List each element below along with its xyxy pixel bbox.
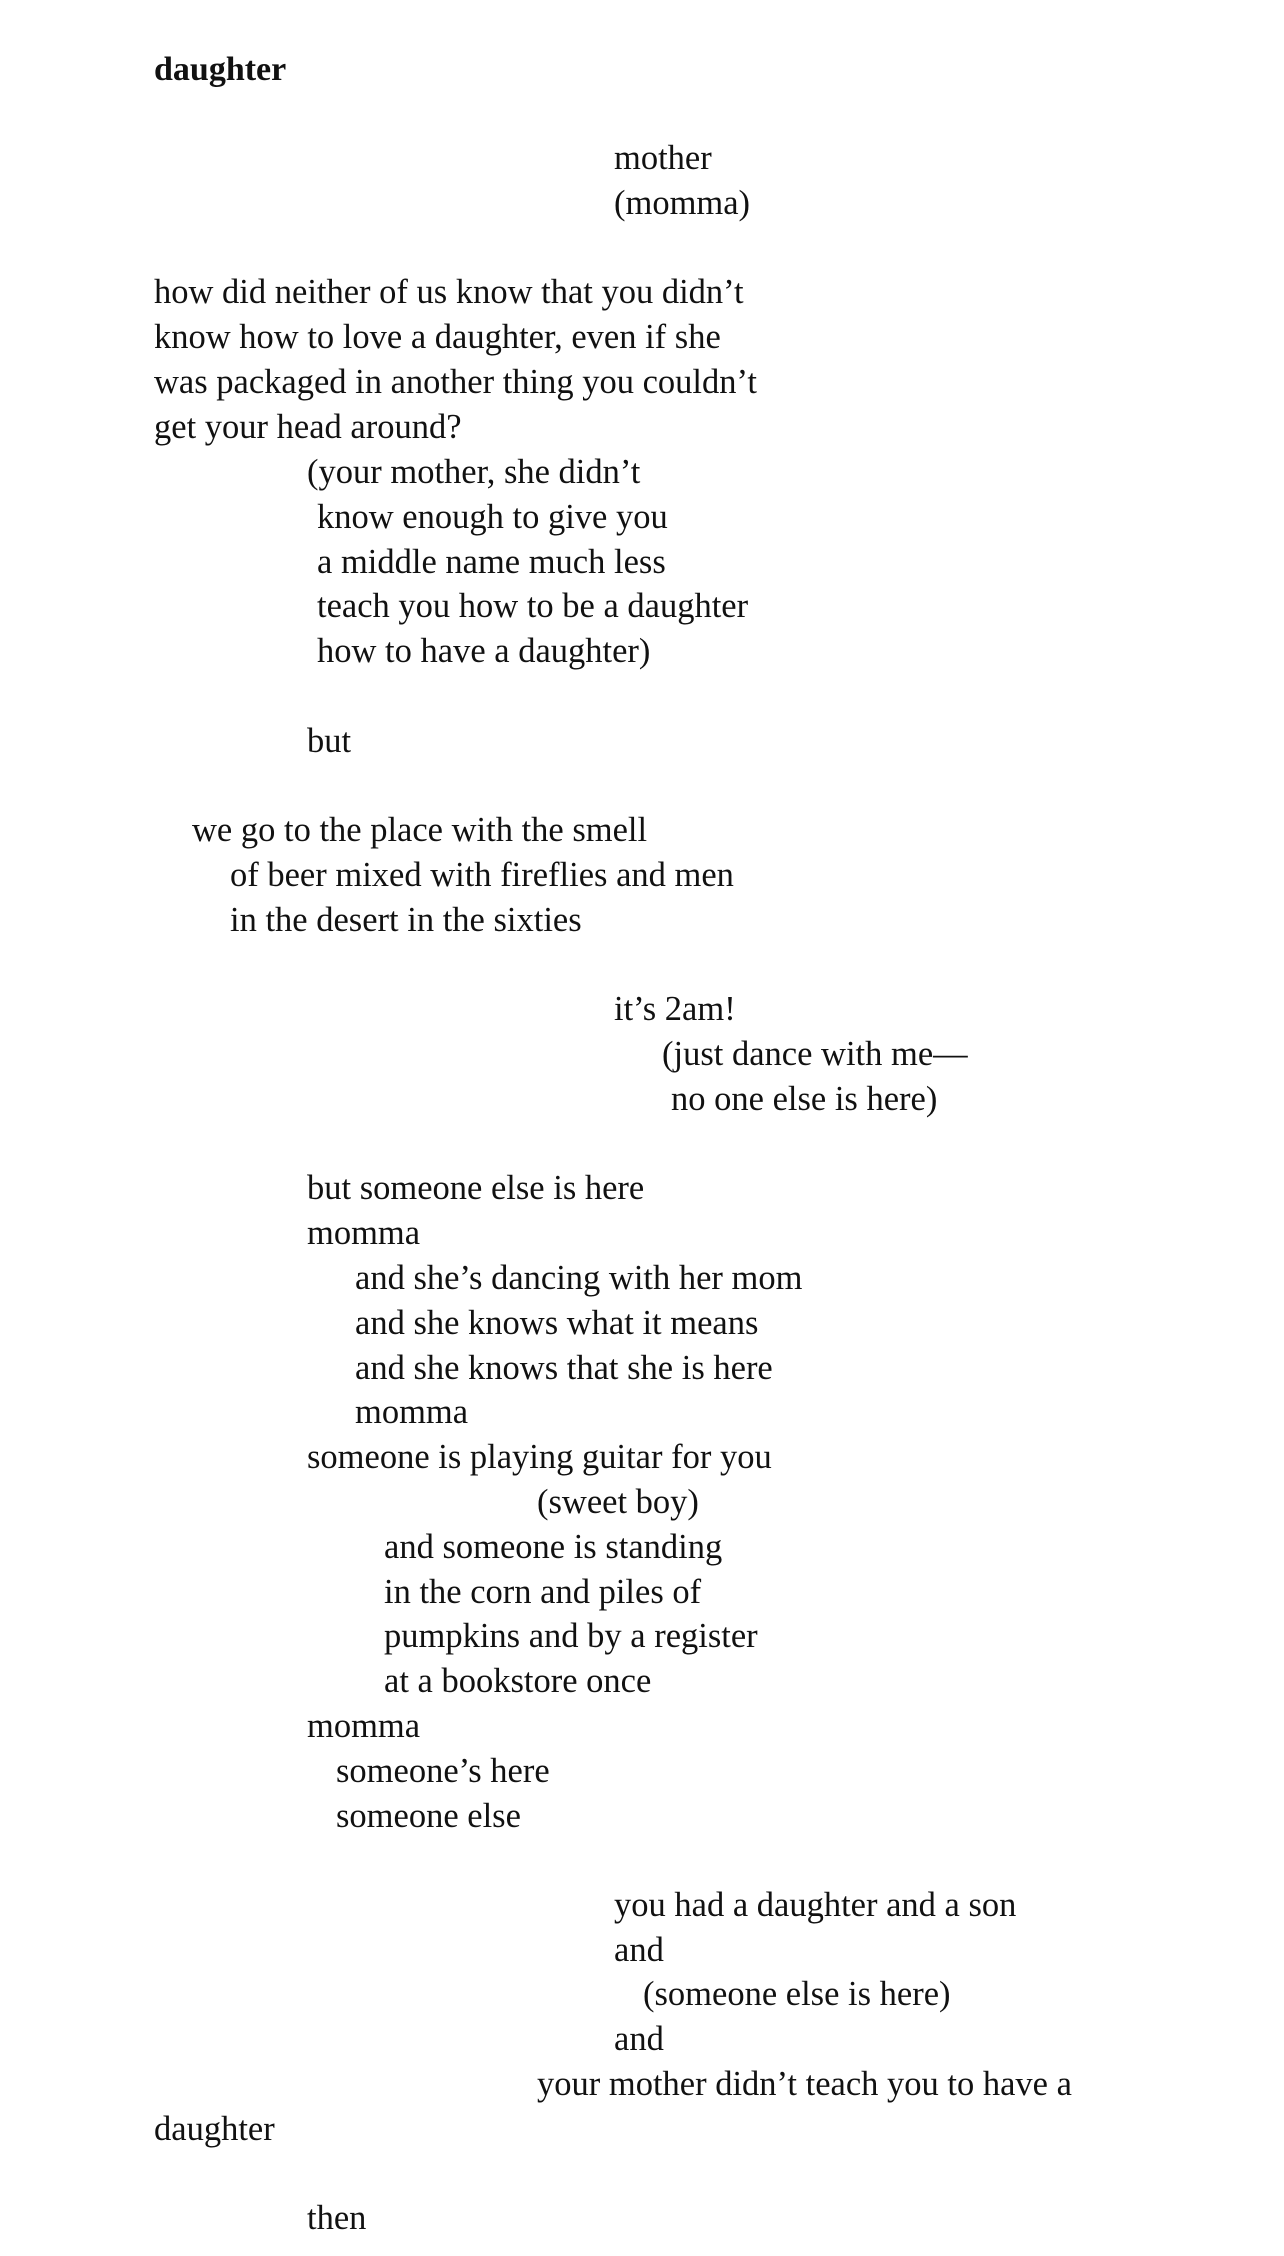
poem-line: (someone else is here) (643, 1975, 951, 2013)
poem-line: know how to love a daughter, even if she (154, 318, 721, 356)
poem-line: no one else is here) (671, 1080, 938, 1118)
poem-line: someone else (336, 1797, 521, 1835)
poem-line: know enough to give you (317, 498, 668, 536)
poem-line: someone’s here (336, 1752, 550, 1790)
poem-line: you had a daughter and a son (614, 1886, 1017, 1924)
poem-line: (sweet boy) (537, 1483, 699, 1521)
poem-line: it’s 2am! (614, 990, 736, 1028)
poem-line: we go to the place with the smell (192, 811, 648, 849)
poem-line: (just dance with me— (662, 1035, 968, 1073)
poem-line: momma (307, 1214, 421, 1252)
poem-line: was packaged in another thing you couldn’t (154, 363, 757, 401)
poem-line: get your head around? (154, 408, 462, 446)
poem-line: then (307, 2199, 367, 2237)
poem-line: but (307, 722, 352, 760)
poem-line: pumpkins and by a register (384, 1617, 758, 1655)
poem-line: daughter (154, 2110, 275, 2148)
poem-line: but someone else is here (307, 1169, 645, 1207)
poem-line: momma (307, 1707, 421, 1745)
poem-line: and she’s dancing with her mom (355, 1259, 803, 1297)
poem-line: someone is playing guitar for you (307, 1438, 772, 1476)
poem-line: and she knows what it means (355, 1304, 759, 1342)
poem-line: and she knows that she is here (355, 1349, 773, 1387)
poem-line: (your mother, she didn’t (307, 453, 641, 491)
poem-line: (momma) (614, 184, 751, 222)
poem-line: in the desert in the sixties (230, 901, 582, 939)
poem-line: and (614, 1931, 664, 1969)
poem-line: how did neither of us know that you didn’t (154, 273, 744, 311)
poem-line: teach you how to be a daughter (317, 587, 749, 625)
poem-line: your mother didn’t teach you to have a (537, 2065, 1072, 2103)
poem-line: of beer mixed with fireflies and men (230, 856, 734, 894)
poem-line: momma (355, 1393, 469, 1431)
poem-title: daughter (154, 51, 287, 88)
poem-line: a middle name much less (317, 543, 666, 581)
poem-line: at a bookstore once (384, 1662, 652, 1700)
poem-line: mother (614, 139, 712, 177)
poem-line: and someone is standing (384, 1528, 723, 1566)
poem-line: and (614, 2020, 664, 2058)
poem-line: in the corn and piles of (384, 1573, 702, 1611)
poem-line: how to have a daughter) (317, 632, 651, 670)
